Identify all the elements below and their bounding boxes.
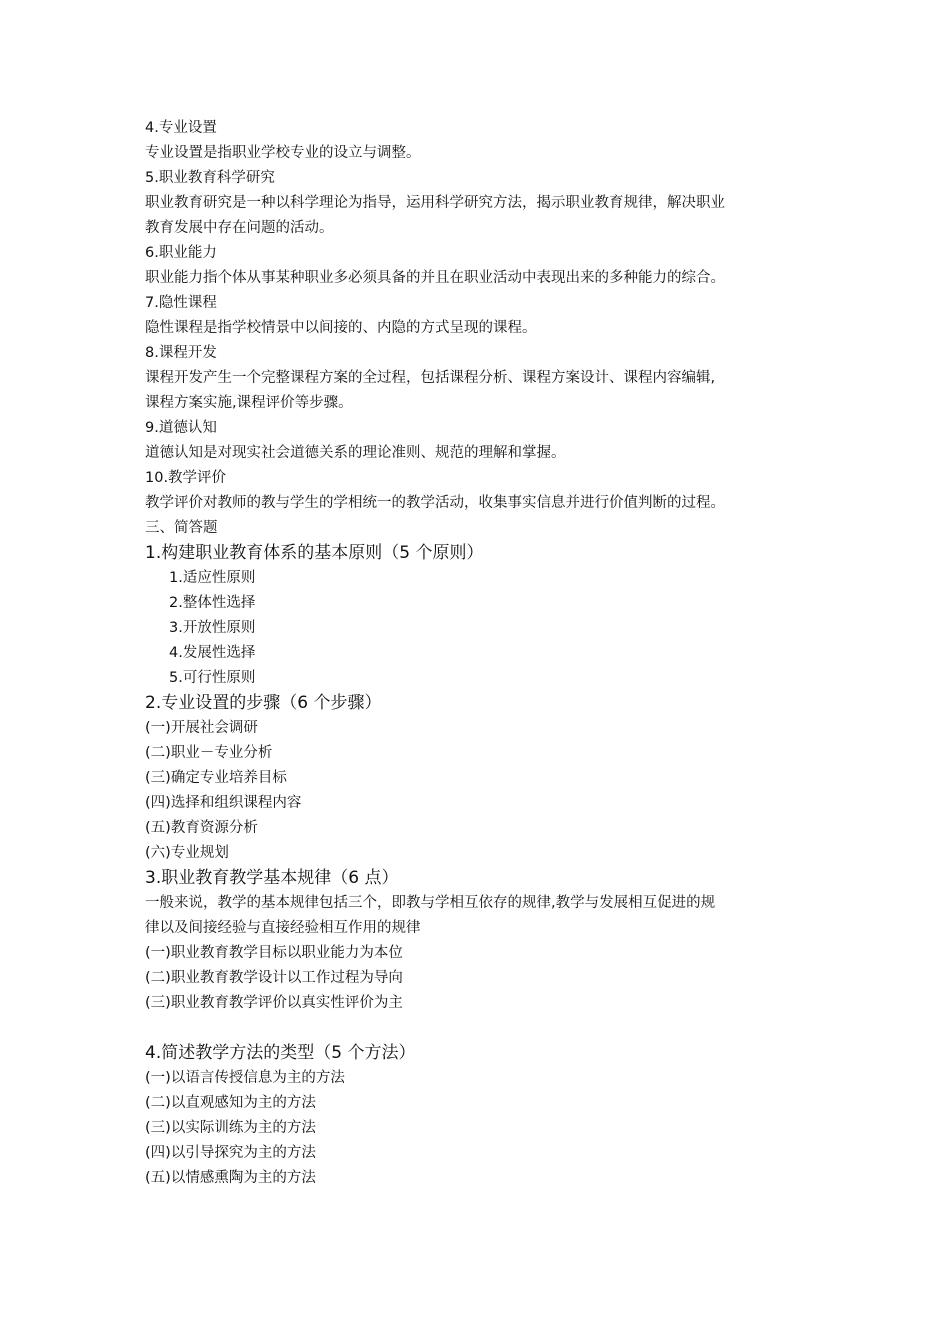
list-item: (四)选择和组织课程内容 <box>145 795 302 811</box>
term-definition <box>145 416 825 466</box>
term-text: 职业教育研究是一种以科学理论为指导，运用科学研究方法，揭示职业教育规律，解决职业 <box>145 195 725 211</box>
list-item: (五)以情感熏陶为主的方法 <box>145 1170 316 1186</box>
term-text: 职业能力指个体从事某种职业多必须具备的并且在职业活动中表现出来的多种能力的综合。 <box>145 270 725 286</box>
question-title: 4.简述教学方法的类型（5 个方法） <box>145 1043 416 1063</box>
list-item: (二)以直观感知为主的方法 <box>145 1095 316 1111</box>
list-item: (六)专业规划 <box>145 845 229 861</box>
term-title: 8.课程开发 <box>145 345 217 361</box>
list-item: (三)以实际训练为主的方法 <box>145 1120 316 1136</box>
term-definition <box>145 166 825 241</box>
term-title: 5.职业教育科学研究 <box>145 170 275 186</box>
list-item: (一)以语言传授信息为主的方法 <box>145 1070 345 1086</box>
list-item: 2.整体性选择 <box>169 595 256 611</box>
question-title: 3.职业教育教学基本规律（6 点） <box>145 868 399 888</box>
question-block <box>145 866 825 1016</box>
list-item: (三)职业教育教学评价以真实性评价为主 <box>145 995 403 1011</box>
list-item: 1.适应性原则 <box>169 570 256 586</box>
question-title: 2.专业设置的步骤（6 个步骤） <box>145 693 382 713</box>
document-body <box>145 116 825 1191</box>
intro-text: 律以及间接经验与直接经验相互作用的规律 <box>145 920 421 936</box>
term-definition <box>145 466 825 516</box>
list-item: 3.开放性原则 <box>169 620 256 636</box>
term-definition <box>145 241 825 291</box>
term-text: 教学评价对教师的教与学生的学相统一的教学活动，收集事实信息并进行价值判断的过程。 <box>145 495 725 511</box>
term-title: 7.隐性课程 <box>145 295 217 311</box>
intro-text: 一般来说，教学的基本规律包括三个，即教与学相互依存的规律,教学与发展相互促进的规 <box>145 895 716 911</box>
term-text: 课程开发产生一个完整课程方案的全过程，包括课程分析、课程方案设计、课程内容编辑, <box>145 370 716 386</box>
list-item: 4.发展性选择 <box>169 645 256 661</box>
term-text: 课程方案实施,课程评价等步骤。 <box>145 395 353 411</box>
list-item: (五)教育资源分析 <box>145 820 258 836</box>
list-item: 5.可行性原则 <box>169 670 256 686</box>
list-item: (二)职业－专业分析 <box>145 745 273 761</box>
term-title: 4.专业设置 <box>145 120 217 136</box>
term-definition <box>145 116 825 166</box>
term-text: 专业设置是指职业学校专业的设立与调整。 <box>145 145 421 161</box>
list-item: (二)职业教育教学设计以工作过程为导向 <box>145 970 403 986</box>
question-block <box>145 541 825 691</box>
blank-line <box>145 1016 825 1041</box>
question-title: 1.构建职业教育体系的基本原则（5 个原则） <box>145 543 484 563</box>
question-block <box>145 1041 825 1191</box>
list-item: (四)以引导探究为主的方法 <box>145 1145 316 1161</box>
term-text: 教育发展中存在问题的活动。 <box>145 220 334 236</box>
list-item: (一)职业教育教学目标以职业能力为本位 <box>145 945 403 961</box>
term-definition <box>145 291 825 341</box>
list-item: (三)确定专业培养目标 <box>145 770 287 786</box>
term-title: 6.职业能力 <box>145 245 217 261</box>
term-definition <box>145 341 825 416</box>
question-block <box>145 691 825 866</box>
term-text: 隐性课程是指学校情景中以间接的、内隐的方式呈现的课程。 <box>145 320 537 336</box>
term-title: 10.教学评价 <box>145 470 227 486</box>
list-item: (一)开展社会调研 <box>145 720 258 736</box>
term-text: 道德认知是对现实社会道德关系的理论准则、规范的理解和掌握。 <box>145 445 566 461</box>
term-title: 9.道德认知 <box>145 420 217 436</box>
section-heading: 三、简答题 <box>145 520 218 536</box>
